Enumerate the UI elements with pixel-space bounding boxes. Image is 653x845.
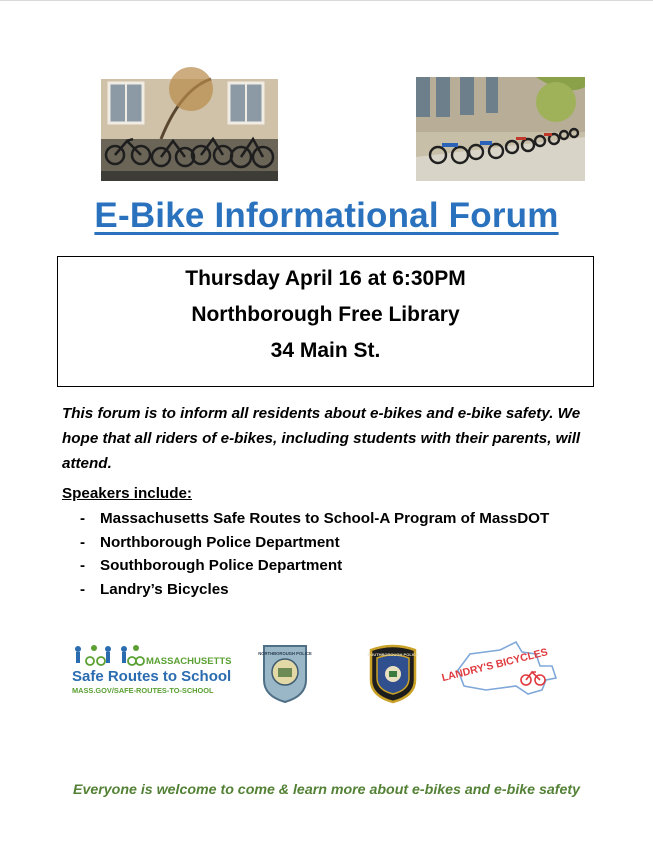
safe-routes-to-school-logo	[72, 643, 232, 699]
northborough-police-badge-image	[260, 642, 310, 704]
list-item: - Southborough Police Department	[80, 557, 343, 574]
srts-url-text: MASS.GOV/SAFE-ROUTES-TO-SCHOOL	[72, 686, 214, 695]
ebikes-photo-right	[416, 77, 585, 181]
event-details-box	[57, 256, 594, 387]
srts-name-text: Safe Routes to School	[72, 668, 232, 685]
speaker-name: Northborough Police Department	[100, 533, 340, 551]
speakers-list	[80, 507, 549, 601]
event-address: 34 Main St.	[270, 339, 381, 362]
footer-tagline: Everyone is welcome to come & learn more about e-bikes and e-bike safety	[73, 782, 580, 798]
list-item: - Landry’s Bicycles	[80, 580, 229, 598]
event-venue: Northborough Free Library	[191, 303, 460, 326]
page-title: E-Bike Informational Forum	[94, 196, 559, 235]
landrys-text: LANDRY'S BICYCLES	[440, 646, 550, 685]
list-item: - Massachusetts Safe Routes to School-A Program of MassDOT	[80, 510, 550, 527]
ebikes-photo-left	[101, 79, 278, 181]
southborough-police-badge-image	[367, 644, 419, 704]
top-border-line	[0, 0, 653, 1]
list-item: - Northborough Police Department	[80, 533, 340, 551]
southborough-police-badge	[367, 644, 419, 704]
bike-rack-photo-image	[101, 79, 278, 181]
bike-row-photo-image	[416, 77, 585, 181]
landrys-logo-image	[440, 640, 558, 698]
northborough-police-badge	[260, 642, 310, 704]
southborough-police-text: SOUTHBOROUGH POLICE	[367, 652, 419, 657]
speaker-name: Massachusetts Safe Routes to School-A Program of MassDOT	[100, 510, 550, 527]
speakers-heading: Speakers include:	[62, 485, 192, 502]
speaker-name: Landry’s Bicycles	[100, 580, 229, 598]
srts-state-text: MASSACHUSETTS	[146, 656, 232, 667]
speaker-name: Southborough Police Department	[100, 557, 343, 574]
intro-paragraph: This forum is to inform all residents about e-bikes and e-bike safety. We hope that all riders of e-bikes, including students with their parents, will attend.	[62, 405, 581, 472]
landrys-bicycles-logo	[440, 640, 558, 698]
event-date-time: Thursday April 16 at 6:30PM	[185, 267, 466, 290]
srts-logo-image	[72, 643, 232, 699]
northborough-police-text: NORTHBOROUGH POLICE	[258, 651, 312, 656]
